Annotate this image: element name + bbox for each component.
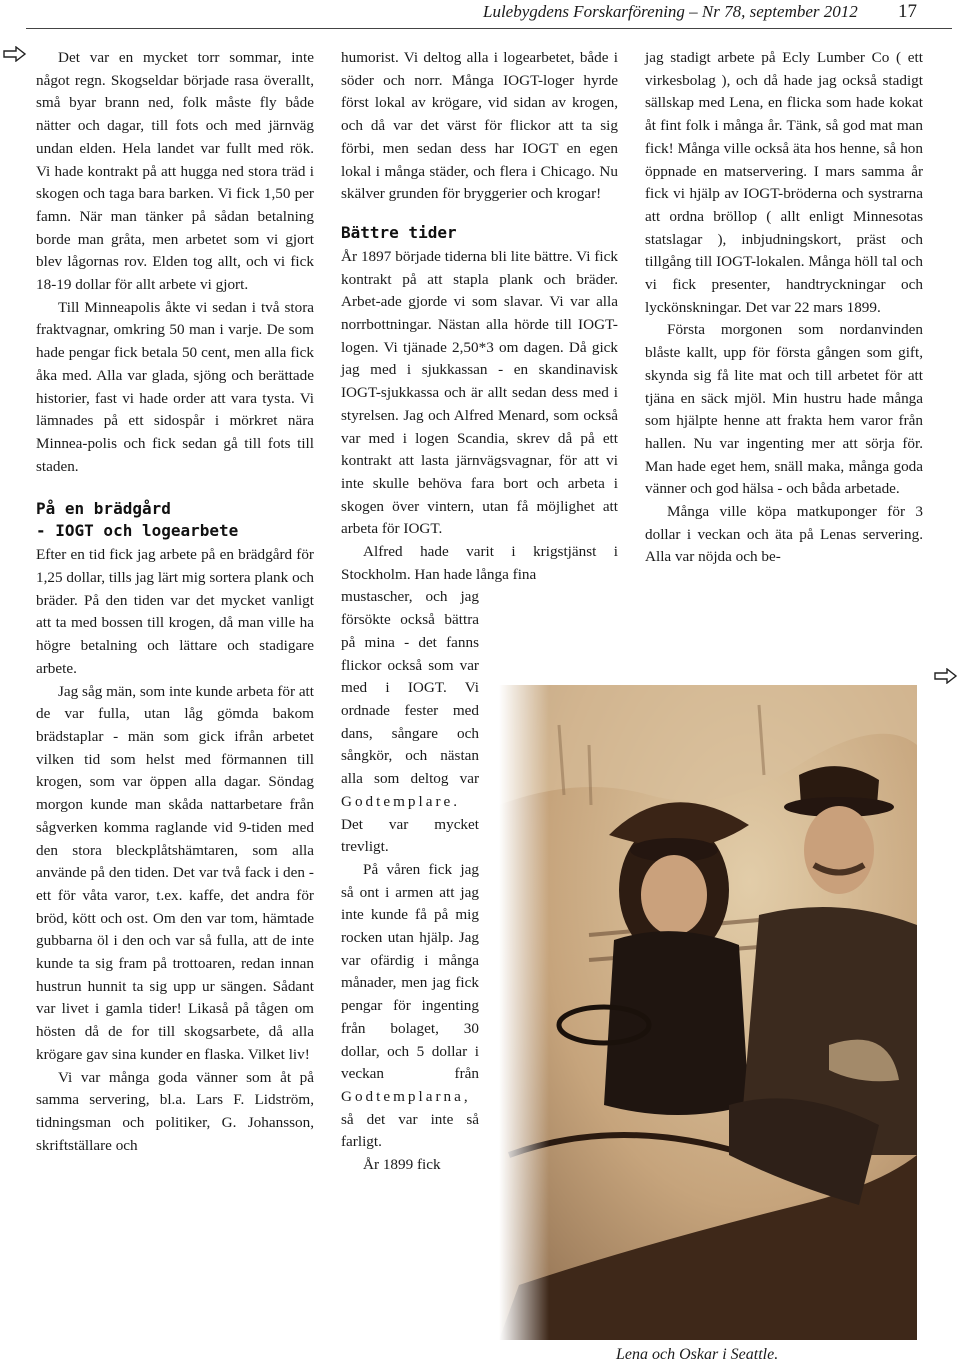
photo-caption: Lena och Oskar i Seattle. (616, 1346, 779, 1363)
page-number: 17 (898, 1, 917, 22)
paragraph: Första morgonen som nordanvinden blåste kallt, upp för första gången som gift, skynda sig få lite mat och till arbetet för att tjäna en säck mjöl. Min hustru hade många som hjälpte henne att frakta hem varor från hallen. Nu var ingenting mer att sörja för. Man hade eget hem, snäll maka, många goda vänner och god hälsa - och båda arbetade. (645, 321, 923, 498)
article-column-3 (645, 47, 923, 569)
text-run: På våren fick jag så ont i armen att jag inte kunde få på mig rocken utan hjälp. Jag var ofärdig i många månader, men jag fick pengar för ingenting från bolaget, 30 dollar, och 5 dollar i veckan från (341, 860, 479, 1083)
text-run: Godtemplare. (341, 792, 461, 810)
sepia-photo (499, 685, 917, 1340)
section-heading (36, 498, 314, 542)
text-run: mustascher, och jag försökte också bättra på mina - det fanns flickor också som var med i IOGT. Vi ordnade fester med dans, sångare och sångkör, och nästan alla som deltog var (341, 588, 479, 788)
section-heading: Bättre tider (341, 222, 457, 242)
paragraph: Det var en mycket torr sommar, inte något regn. Skogseldar började rasa överallt, små byar brann ned, folk måste fly både nätter och dagar, till fots och med järnväg undan elden. Hela landet var fullt med rök. Vi hade kontrakt på att hugga ned stora träd i skogen och taga bara barken. Vi fick 1,50 per famn. När man tänker på sådan betalning borde man gråta, men arbetet som vi gjort blev lågornas rov. Elden tog allt, och vi fick 18-19 dollar för allt arbete vi gjort. (36, 49, 314, 294)
heading-line: På en brädgård (36, 499, 171, 519)
paragraph (341, 586, 479, 858)
paragraph: humorist. Vi deltog alla i logearbetet, både i söder och norr. Många IOGT-loger hyrde först lokal av krögare, vid sidan av krogen, och då var det värst för flickor att ta sig förbi, men sedan dess har IOGT en egen lokal i många städer, och flera i Chicago. Nu skälver grunden för bryggerier och krogar! (341, 49, 618, 203)
paragraph (341, 859, 479, 1154)
text-run: Det var mycket trevligt. (341, 815, 479, 856)
paragraph: Jag såg män, som inte kunde arbeta för att de var fulla, utan låg gömda bakom brädstaplar - män som gick ifrån arbetet vilken tid som helst med förmannen till krogen, som var öppen alla dagar. Söndag morgon kunde man skåda nattarbetare från sågverken komma raglande vid 9-tiden med den stora bleckplåtshämtaren, som alla använde på den tiden. Det var två fack i den - ett för våta varor, t.ex. kaffe, det andra för bröd, kött och ost. Om den var tom, hämtade gubbarna öl i den och var så fulla, att de inte kunde ta sig fram på trottoaren, redan innan hustrun hunnit ta sig upp ur sängen. Sådant var livet i gamla tider! Likaså på tågen om hösten då de for till skogsarbete, då alla krögare gav sina kunder en flaska. Vilket liv! (36, 682, 314, 1063)
header-rule (26, 28, 952, 29)
text-run: så det var inte så farligt. (341, 1110, 479, 1151)
paragraph: Vi var många goda vänner som åt på samma servering, bl.a. Lars F. Lidström, tidningsman och politiker, G. Johansson, skriftställare och (36, 1068, 314, 1154)
paragraph: År 1897 började tiderna bli lite bättre. Vi fick kontrakt på att stapla plank och bräder. Arbet-ade gjorde vi som slavar. Vi var alla norrbottningar. Nästan alla hörde till IOGT-logen. Vi tjänade 2,50*3 om dagen. Då gick jag med i sjukkassan - en skandinavisk IOGT-sjukkassa och är allt sedan dess med i styrelsen. Jag och Alfred Menard, som också var med i logen Scandia, skrev då på ett kontrakt att lasta järnvägsvagnar, för att vi inte skulle behöva fara bort och arbeta i skogen över vintern, utan få möjlighet att arbeta för IOGT. (341, 247, 618, 538)
continue-arrow-icon (3, 46, 27, 62)
text-run: Godtemplarna, (341, 1087, 471, 1105)
article-column-1 (36, 47, 314, 1157)
photo-illustration (499, 685, 917, 1340)
paragraph: Efter en tid fick jag arbete på en brädgård för 1,25 dollar, tills jag lärt mig sortera plank och bräder. På den tiden var det mycket vanligt att ta med bossen till krogen, då man ville ha högre betalning och lättare och stadigare arbete. (36, 546, 314, 677)
paragraph: jag stadigt arbete på Ecly Lumber Co ( ett virkesbolag ), och då hade jag också stadigt sällskap med Lena, en flicka som hade kokat åt fint folk i många år. Tänk, så god mat man fick! Många ville också äta hos henne, så hon öppnade en matservering. I mars samma år fick vi hjälp av IOGT-bröderna och systrarna att ordna bröllop ( allt enligt Minnesotas statslagar ), inbjudningskort, präst och tillgång till IOGT-lokalen. Många höll tal och vi fick presenter, handtryckningar och lyckönskningar. Det var 22 mars 1899. (645, 49, 923, 316)
paragraph: Till Minneapolis åkte vi sedan i två stora fraktvagnar, omkring 50 man i varje. De som hade pengar fick betala 50 cent, men alla fick åka med. Alla var glada, sjöng och berättade historier, fast vi hade order att vara tysta. Vi lämnades på ett sidospår i mörkret nära Minnea-polis och fick sedan gå till fots till staden. (36, 298, 314, 475)
continue-arrow-icon (934, 668, 958, 684)
heading-line: - IOGT och logearbete (36, 521, 239, 541)
page-header (0, 0, 960, 30)
publication-title: Lulebygdens Forskarförening – Nr 78, september 2012 (483, 2, 858, 21)
paragraph: År 1899 fick (363, 1156, 441, 1174)
paragraph: Många ville köpa matkuponger för 3 dollar i veckan och äta på Lenas servering. Alla var nöjda och be- (645, 503, 923, 566)
narrow-text-block (341, 586, 479, 1176)
paragraph: Alfred hade varit i krigstjänst i Stockholm. Han hade långa fina (341, 543, 618, 583)
